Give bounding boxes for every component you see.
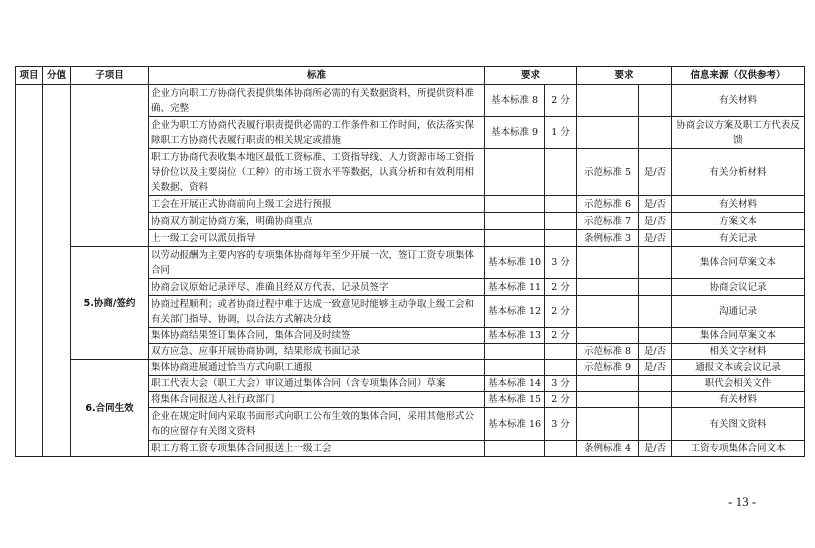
source-cell: 有关记录 <box>672 230 805 247</box>
yes-no-cell <box>639 392 672 408</box>
basic-standard-cell: 基本标准 8 <box>485 85 545 117</box>
basic-standard-cell <box>485 441 545 457</box>
standard-cell: 上一级工会可以派员指导 <box>149 230 485 247</box>
points-cell <box>545 230 577 247</box>
model-standard-cell <box>577 117 639 149</box>
basic-standard-cell <box>485 230 545 247</box>
yes-no-cell: 是/否 <box>639 344 672 360</box>
header-source: 信息来源（仅供参考） <box>672 67 805 85</box>
subitem-contract-effective: 6.合同生效 <box>71 360 149 457</box>
yes-no-cell <box>639 247 672 279</box>
header-requirement-basic: 要求 <box>485 67 577 85</box>
yes-no-cell <box>639 376 672 392</box>
points-cell <box>545 196 577 213</box>
header-subitem: 子项目 <box>71 67 149 85</box>
points-cell: 2 分 <box>545 328 577 344</box>
header-standard: 标准 <box>149 67 485 85</box>
model-standard-cell <box>577 296 639 328</box>
model-standard-cell: 示范标准 5 <box>577 149 639 196</box>
subitem-cell-blank <box>71 85 149 247</box>
points-cell <box>545 149 577 196</box>
model-standard-cell <box>577 376 639 392</box>
model-standard-cell: 示范标准 7 <box>577 213 639 230</box>
source-cell: 集体合同草案文本 <box>672 328 805 344</box>
score-cell <box>43 85 71 457</box>
table-row <box>16 247 805 279</box>
source-cell: 集体合同草案文本 <box>672 247 805 279</box>
standard-cell: 工会在开展正式协商前向上级工会进行预报 <box>149 196 485 213</box>
source-cell: 有关材料 <box>672 196 805 213</box>
standards-table <box>15 66 805 457</box>
basic-standard-cell: 基本标准 9 <box>485 117 545 149</box>
item-cell <box>16 85 43 457</box>
basic-standard-cell: 基本标准 12 <box>485 296 545 328</box>
points-cell: 1 分 <box>545 117 577 149</box>
yes-no-cell: 是/否 <box>639 149 672 196</box>
points-cell: 3 分 <box>545 247 577 279</box>
yes-no-cell <box>639 408 672 441</box>
standard-cell: 职工代表大会（职工大会）审议通过集体合同（含专项集体合同）草案 <box>149 376 485 392</box>
source-cell: 通报文本或会议记录 <box>672 360 805 376</box>
yes-no-cell <box>639 279 672 296</box>
table-row <box>16 85 805 117</box>
standard-cell: 职工方协商代表收集本地区最低工资标准、工资指导线、人力资源市场工资指导价位以及主要岗位（工种）的市场工资水平等数据，认真分析和有效利用相关数据、资料 <box>149 149 485 196</box>
page-number: - 13 - <box>728 494 757 509</box>
points-cell: 2 分 <box>545 296 577 328</box>
header-requirement-model: 要求 <box>577 67 672 85</box>
yes-no-cell <box>639 85 672 117</box>
basic-standard-cell: 基本标准 15 <box>485 392 545 408</box>
points-cell: 2 分 <box>545 85 577 117</box>
yes-no-cell <box>639 328 672 344</box>
model-standard-cell <box>577 392 639 408</box>
standard-cell: 集体协商进展通过恰当方式向职工通报 <box>149 360 485 376</box>
source-cell: 职代会相关文件 <box>672 376 805 392</box>
source-cell: 有关材料 <box>672 85 805 117</box>
standard-cell: 协商过程顺利；或者协商过程中难于达成一致意见时能够主动争取上级工会和有关部门指导、协调，以合法方式解决分歧 <box>149 296 485 328</box>
yes-no-cell <box>639 117 672 149</box>
standard-cell: 协商双方制定协商方案，明确协商重点 <box>149 213 485 230</box>
model-standard-cell <box>577 85 639 117</box>
source-cell: 协商会议方案及职工方代表反馈 <box>672 117 805 149</box>
model-standard-cell <box>577 328 639 344</box>
basic-standard-cell: 基本标准 16 <box>485 408 545 441</box>
subitem-negotiation-signing: 5.协商/签约 <box>71 247 149 360</box>
basic-standard-cell <box>485 196 545 213</box>
standard-cell: 集体协商结果签订集体合同，集体合同及时续签 <box>149 328 485 344</box>
source-cell: 协商会议记录 <box>672 279 805 296</box>
standard-cell: 协商会议原始记录评尽、准确且经双方代表、记录员签字 <box>149 279 485 296</box>
header-score: 分值 <box>43 67 71 85</box>
model-standard-cell: 条例标准 4 <box>577 441 639 457</box>
source-cell: 相关文字材料 <box>672 344 805 360</box>
standard-cell: 企业为职工方协商代表履行职责提供必需的工作条件和工作时间，依法落实保障职工方协商代表履行职责的相关规定或措施 <box>149 117 485 149</box>
points-cell <box>545 213 577 230</box>
source-cell: 有关材料 <box>672 392 805 408</box>
model-standard-cell: 示范标准 9 <box>577 360 639 376</box>
source-cell: 有关分析材料 <box>672 149 805 196</box>
standard-cell: 企业在规定时间内采取书面形式向职工公布生效的集体合同，采用其他形式公布的应留存有关图文资料 <box>149 408 485 441</box>
points-cell: 2 分 <box>545 392 577 408</box>
source-cell: 工资专项集体合同文本 <box>672 441 805 457</box>
model-standard-cell <box>577 408 639 441</box>
model-standard-cell <box>577 247 639 279</box>
basic-standard-cell: 基本标准 13 <box>485 328 545 344</box>
model-standard-cell: 示范标准 8 <box>577 344 639 360</box>
points-cell: 2 分 <box>545 279 577 296</box>
model-standard-cell <box>577 279 639 296</box>
points-cell: 3 分 <box>545 376 577 392</box>
yes-no-cell: 是/否 <box>639 360 672 376</box>
yes-no-cell: 是/否 <box>639 230 672 247</box>
points-cell <box>545 344 577 360</box>
source-cell: 有关图文资料 <box>672 408 805 441</box>
points-cell <box>545 360 577 376</box>
standard-cell: 以劳动报酬为主要内容的专项集体协商每年至少开展一次，签订工资专项集体合同 <box>149 247 485 279</box>
basic-standard-cell <box>485 213 545 230</box>
yes-no-cell: 是/否 <box>639 441 672 457</box>
standard-cell: 企业方向职工方协商代表提供集体协商所必需的有关数据资料，所提供资料准确、完整 <box>149 85 485 117</box>
header-row <box>16 67 805 85</box>
model-standard-cell: 条例标准 3 <box>577 230 639 247</box>
standard-cell: 将集体合同报送人社行政部门 <box>149 392 485 408</box>
points-cell: 3 分 <box>545 408 577 441</box>
basic-standard-cell: 基本标准 11 <box>485 279 545 296</box>
basic-standard-cell <box>485 149 545 196</box>
yes-no-cell: 是/否 <box>639 213 672 230</box>
points-cell <box>545 441 577 457</box>
standard-cell: 双方应急、应事开展协商协调，结果形成书面记录 <box>149 344 485 360</box>
table-row <box>16 360 805 376</box>
source-cell: 沟通记录 <box>672 296 805 328</box>
model-standard-cell: 示范标准 6 <box>577 196 639 213</box>
basic-standard-cell <box>485 360 545 376</box>
yes-no-cell: 是/否 <box>639 196 672 213</box>
header-item: 项目 <box>16 67 43 85</box>
source-cell: 方案文本 <box>672 213 805 230</box>
basic-standard-cell <box>485 344 545 360</box>
standard-cell: 职工方将工资专项集体合同报送上一级工会 <box>149 441 485 457</box>
yes-no-cell <box>639 296 672 328</box>
basic-standard-cell: 基本标准 10 <box>485 247 545 279</box>
basic-standard-cell: 基本标准 14 <box>485 376 545 392</box>
